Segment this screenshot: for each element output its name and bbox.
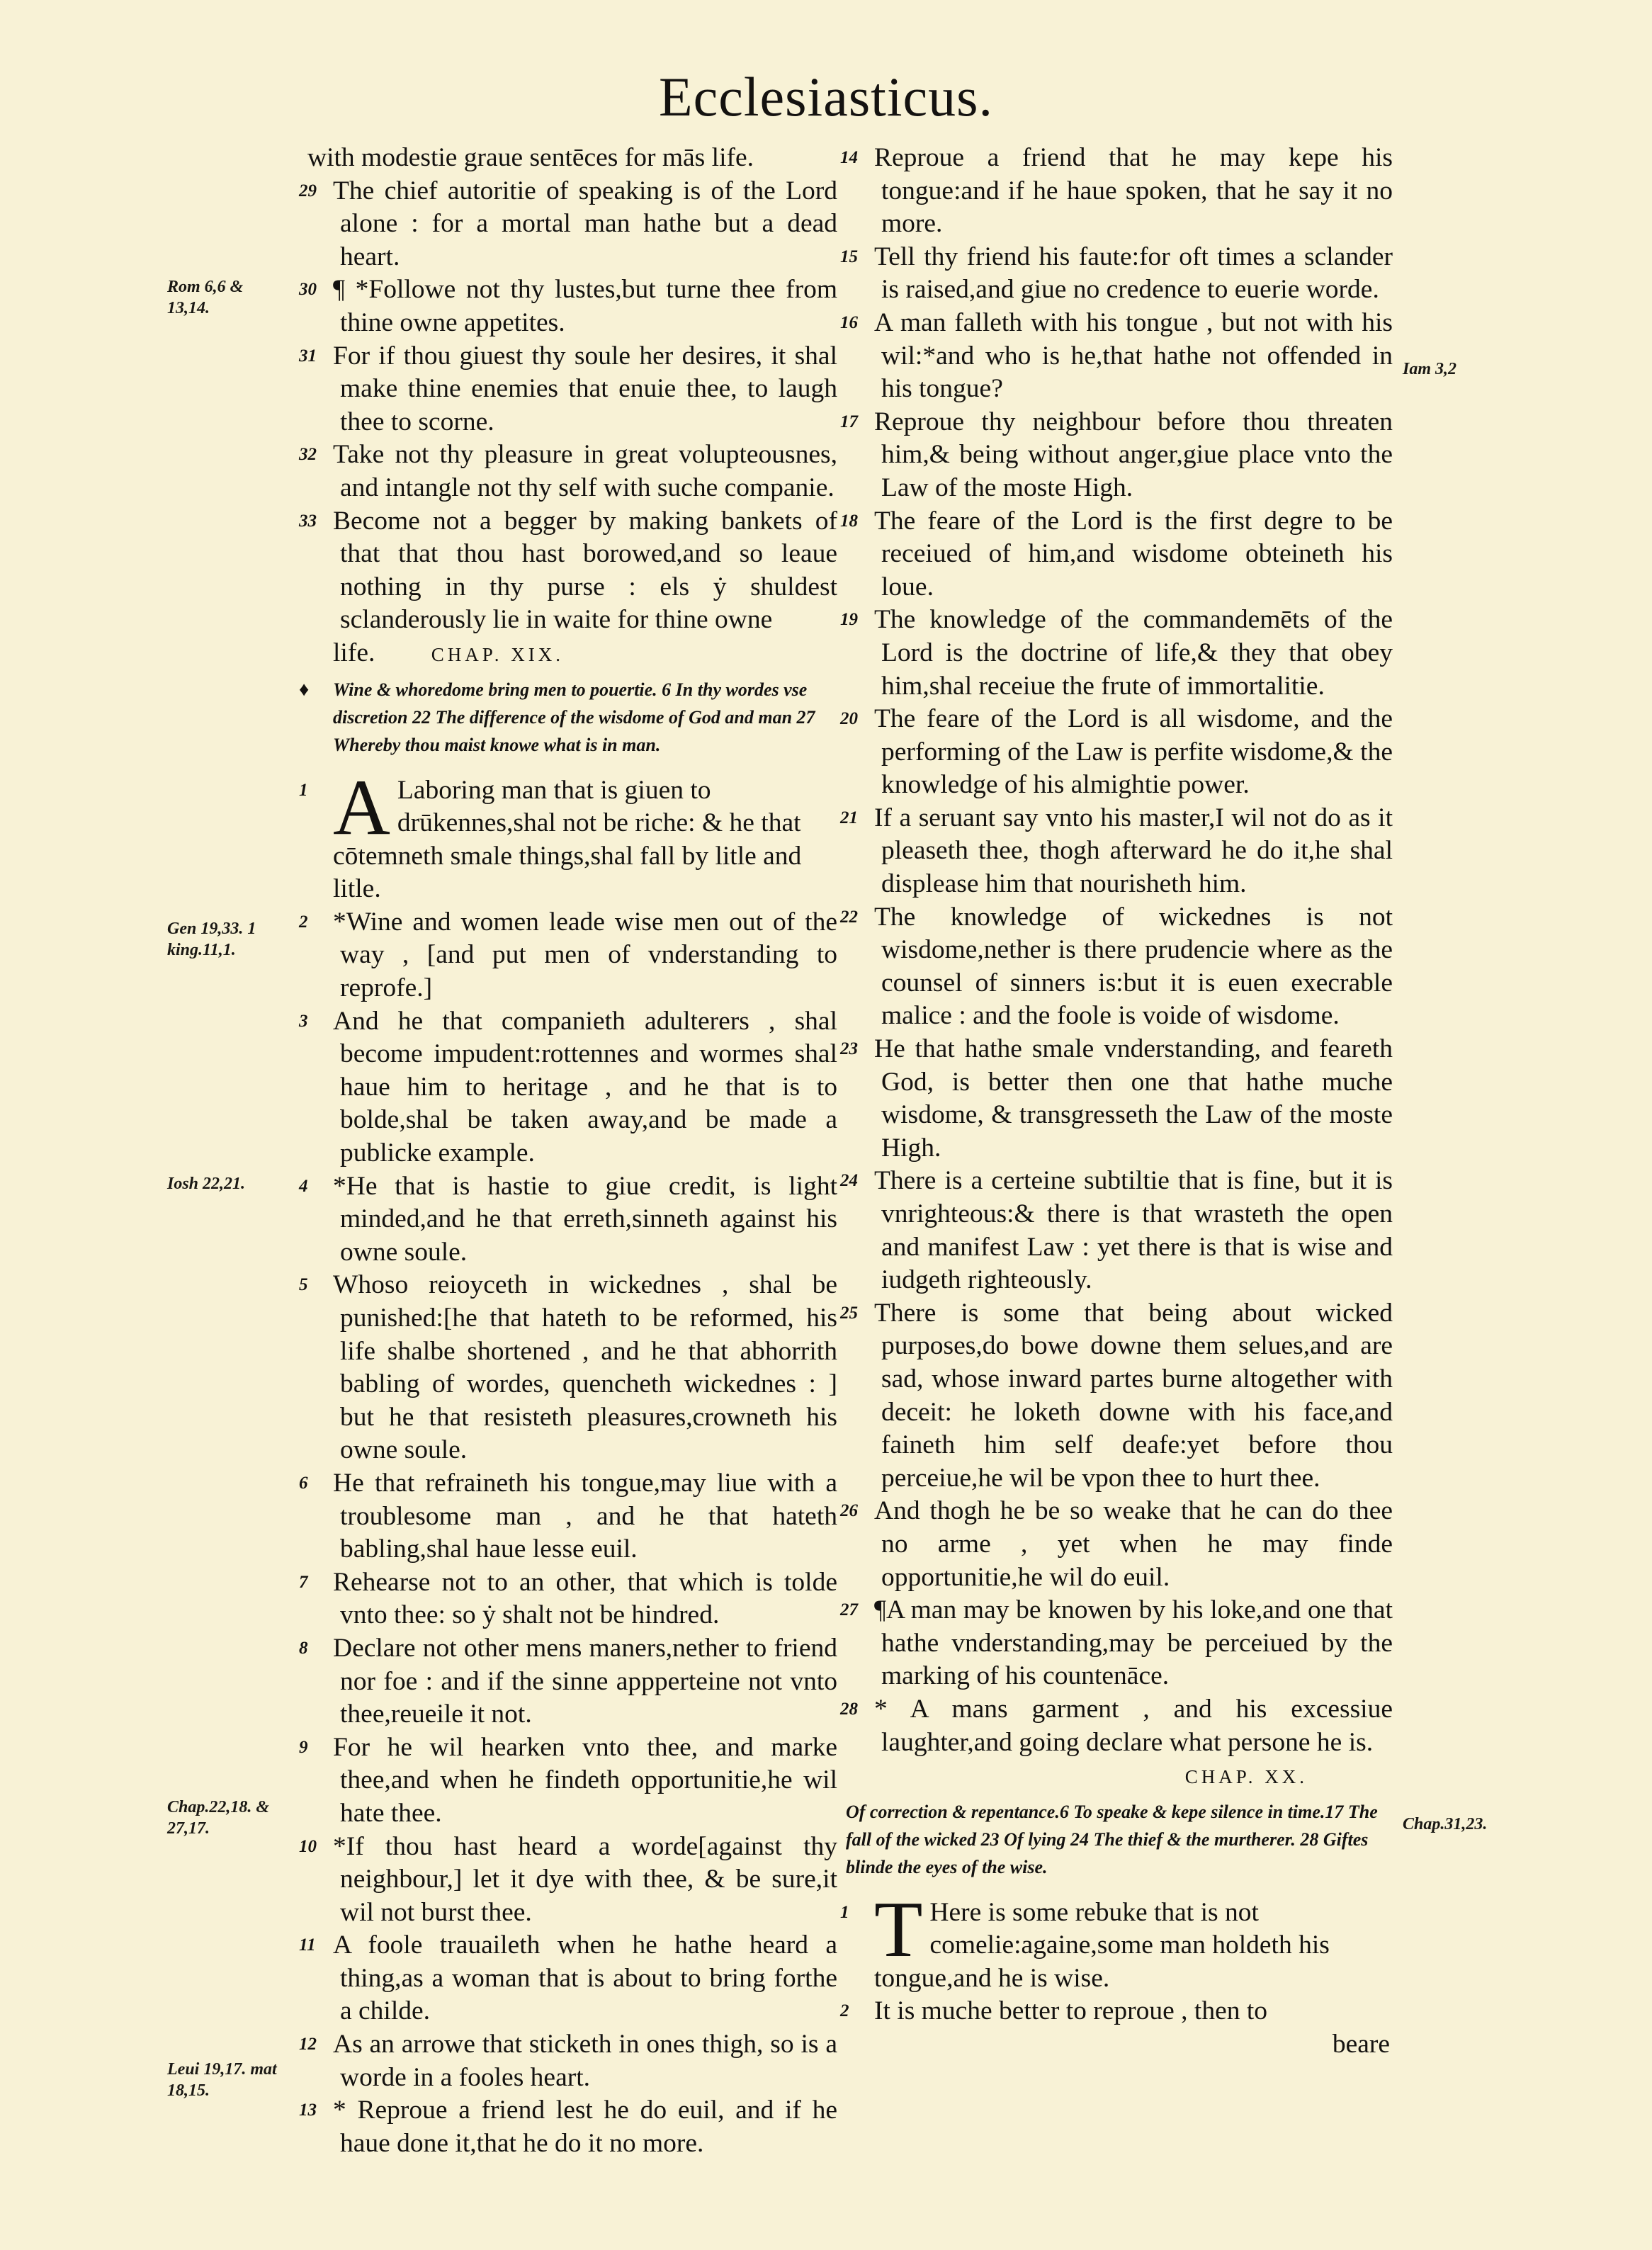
verse	[840, 505, 1393, 604]
first-verse	[299, 763, 837, 906]
verse-number: 33	[299, 511, 317, 531]
margin-note-rom: Rom 6,6 & 13,14.	[167, 278, 244, 317]
summary-mark: ♦	[299, 678, 310, 701]
verse	[299, 175, 837, 274]
verse	[840, 901, 1393, 1033]
verse	[299, 1170, 837, 1270]
chapter-heading	[840, 1759, 1393, 1794]
verse-text: The knowledge of wickednes is not wisdome,nether is there prudencie where as the counsel of sinners is:but it is euen execrable malice : and the foole is voide of wisdome.	[874, 902, 1393, 1031]
verse-number: 23	[840, 1039, 858, 1059]
verse-number: 14	[840, 148, 858, 167]
verse-number: 7	[299, 1572, 308, 1592]
verse	[299, 1831, 837, 1930]
verse-text: Laboring man that is giuen to drūkennes,shal not be riche: & he that cōtemneth smale things,shal fall by litle and litle.	[333, 775, 802, 904]
verse	[840, 703, 1393, 802]
verse-text: Here is some rebuke that is not comelie:againe,some man holdeth his tongue,and he is wise.	[874, 1897, 1330, 1993]
left-column	[299, 142, 837, 2160]
verse	[299, 1731, 837, 1831]
verse	[840, 1495, 1393, 1594]
verse	[840, 1594, 1393, 1693]
verse-number: 13	[299, 2101, 317, 2120]
verse	[840, 1693, 1393, 1759]
verse-text: Whoso reioyceth in wickednes , shal be punished:[he that hateth to be reformed, his life shalbe shortened , and he that abhorrith babling of wordes, quencheth wickednes : ] but he that resisteth pleasures,crowneth his owne soule.	[333, 1270, 837, 1465]
margin-note-iosh: Iosh 22,21.	[167, 1175, 246, 1193]
verse-number: 11	[299, 1935, 316, 1955]
verse	[299, 1929, 837, 2028]
chapter-heading	[299, 637, 837, 672]
chapter-summary	[840, 1798, 1393, 1881]
verse-text: He that hathe smale vnderstanding, and feareth God, is better then one that hathe muche wisdome, & transgresseth the Law of the moste High.	[874, 1034, 1393, 1163]
verse	[840, 802, 1393, 901]
verse-text: * Reproue a friend lest he do euil, and if he haue done it,that he do it no more.	[333, 2096, 837, 2158]
verse-text: A man falleth with his tongue , but not with his wil:*and who is he,that hathe not offended in his tongue?	[874, 307, 1393, 404]
verse	[840, 1033, 1393, 1165]
margin-note-leui: Leui 19,17. mat 18,15.	[167, 2060, 277, 2100]
verse	[840, 1297, 1393, 1496]
verse-number: 19	[840, 610, 858, 630]
verse-text: And thogh he be so weake that he can do thee no arme , yet when he may finde opportunitie,he wil do euil.	[874, 1496, 1393, 1592]
verse-number: 5	[299, 1275, 308, 1295]
verse-text: *Wine and women leade wise men out of the way , [and put men of vnderstanding to reprofe.]	[333, 907, 837, 1003]
verse-number: 18	[840, 511, 858, 531]
summary-text: Wine & whoredome bring men to pouertie. 6 In thy wordes vse discretion 22 The difference of the wisdome of God and man 27 Whereby thou maist knowe what is in man.	[333, 679, 815, 755]
last-word: life.	[333, 638, 375, 667]
verse	[299, 906, 837, 1005]
drop-cap: T	[874, 1885, 923, 1974]
verse-number: 2	[840, 2001, 849, 2021]
verse	[840, 1165, 1393, 1296]
running-head: Ecclesiasticus.	[659, 66, 993, 128]
verse-text: *He that is hastie to giue credit, is light minded,and he that erreth,sinneth against his owne soule.	[333, 1171, 837, 1267]
chapter-summary	[299, 676, 837, 759]
catchword: beare	[1332, 2030, 1390, 2059]
verse-number: 15	[840, 247, 858, 266]
verse-text: For if thou giuest thy soule her desires, it shal make thine enemies that enuie thee, to laugh thee to scorne.	[333, 341, 837, 436]
verse-number: 28	[840, 1699, 858, 1719]
verse-text: The feare of the Lord is the first degre to be receiued of him,and wisdome obteineth his loue.	[874, 506, 1393, 601]
verse-text: As an arrowe that sticketh in ones thigh, so is a worde in a fooles heart.	[333, 2030, 837, 2092]
margin-note-chap: Chap.22,18. & 27,17.	[167, 1798, 270, 1838]
verse-text: He that refraineth his tongue,may liue with a troublesome man , and he that hateth babling,shal haue lesse euil.	[333, 1468, 837, 1564]
margin-note-chap31: Chap.31,23.	[1403, 1815, 1488, 1833]
verse	[840, 604, 1393, 703]
verse	[299, 273, 837, 339]
verse-text: Reproue thy neighbour before thou threaten him,& being without anger,giue place vnto the Law of the moste High.	[874, 407, 1393, 502]
verse-text: ¶A man may be knowen by his loke,and one that hathe vnderstanding,may be perceiued by the marking of his countenāce.	[874, 1595, 1393, 1691]
verse	[299, 2094, 837, 2160]
verse-text: For he wil hearken vnto thee, and marke thee,and when he findeth opportunitie,he wil hate thee.	[333, 1732, 837, 1828]
verse-text: Tell thy friend his faute:for oft times a sclander is raised,and giue no credence to euerie worde.	[874, 242, 1393, 305]
verse-text: Rehearse not to an other, that which is tolde vnto thee: so ẏ shalt not be hindred.	[333, 1567, 837, 1630]
verse	[299, 1467, 837, 1566]
verse-number: 16	[840, 312, 858, 332]
verse-text: ¶ *Followe not thy lustes,but turne thee from thine owne appetites.	[333, 275, 837, 337]
verse-text: with modestie graue sentēces for mās life.	[307, 143, 754, 172]
verse	[299, 1005, 837, 1170]
verse	[840, 307, 1393, 406]
verse-number: 1	[299, 780, 308, 800]
chapter-label: CHAP. XIX.	[431, 643, 565, 665]
verse	[299, 439, 837, 504]
verse	[840, 406, 1393, 505]
verse-number: 4	[299, 1176, 308, 1196]
drop-cap: A	[333, 763, 390, 852]
continuation-line	[299, 142, 837, 175]
verse-number: 25	[840, 1303, 858, 1323]
verse	[299, 1632, 837, 1731]
verse-number: 2	[299, 912, 308, 932]
verse-number: 22	[840, 907, 858, 927]
verse-number: 32	[299, 445, 317, 465]
verse	[299, 1566, 837, 1632]
verse-number: 6	[299, 1473, 308, 1493]
verse	[299, 1269, 837, 1467]
verse-number: 29	[299, 181, 317, 200]
verse-text: It is muche better to reproue , then to	[874, 1996, 1268, 2026]
verse	[299, 505, 837, 637]
verse	[840, 1995, 1393, 2028]
verse-number: 21	[840, 808, 858, 827]
verse-text: Reproue a friend that he may kepe his tongue:and if he haue spoken, that he say it no more.	[874, 143, 1393, 239]
margin-note-gen: Gen 19,33. 1 king.11,1.	[167, 920, 256, 959]
margin-note-iam: Iam 3,2	[1403, 360, 1457, 378]
verse-number: 9	[299, 1737, 308, 1757]
verse-number: 8	[299, 1638, 308, 1658]
verse-number: 24	[840, 1171, 858, 1191]
verse-text: Take not thy pleasure in great volupteousnes, and intangle not thy self with suche companie.	[333, 440, 837, 502]
verse-text: The feare of the Lord is all wisdome, and the performing of the Law is perfite wisdome,& the knowledge of his almightie power.	[874, 704, 1393, 800]
verse-number: 20	[840, 709, 858, 729]
verse-number: 1	[840, 1902, 849, 1922]
verse-text: If a seruant say vnto his master,I wil not do as it pleaseth thee, thogh afterward he do it,he shal displease him that nourisheth him.	[874, 803, 1393, 899]
verse-text: The chief autoritie of speaking is of the Lord alone : for a mortal man hathe but a dead heart.	[333, 176, 837, 271]
verse	[299, 2028, 837, 2094]
verse-number: 31	[299, 346, 317, 366]
verse-text: There is a certeine subtiltie that is fine, but it is vnrighteous:& there is that wrasteth the open and manifest Law : yet there is that is wise and iudgeth righteously.	[874, 1166, 1393, 1295]
verse-number: 17	[840, 412, 858, 431]
verse	[840, 142, 1393, 241]
verse-text: A foole trauaileth when he hathe heard a thing,as a woman that is about to bring forthe a childe.	[333, 1930, 837, 2026]
verse	[840, 241, 1393, 307]
verse	[299, 340, 837, 439]
verse-text: There is some that being about wicked purposes,do bowe downe them selues,and are sad, whose inward partes burne altogether with deceit: he loketh downe with his face,and faineth him self deafe:yet before thou perceiue,he wil be vpon thee to hurt thee.	[874, 1298, 1393, 1493]
verse-number: 10	[299, 1836, 317, 1856]
verse-text: Declare not other mens maners,nether to friend nor foe : and if the sinne appperteine not vnto thee,reueile it not.	[333, 1633, 837, 1729]
verse-text: The knowledge of the commandemēts of the Lord is the doctrine of life,& they that obey him,shal receiue the frute of immortalitie.	[874, 605, 1393, 701]
verse-text: * A mans garment , and his excessiue laughter,and going declare what persone he is.	[874, 1694, 1393, 1757]
verse-text: Become not a begger by making bankets of that that thou hast borowed,and so leaue nothing in thy purse : els ẏ shuldest sclanderously lie in waite for thine owne	[333, 506, 837, 635]
verse-text: And he that companieth adulterers , shal become impudent:rottennes and wormes shal haue him to heritage , and he that is to bolde,shal be taken away,and be made a publicke example.	[333, 1006, 837, 1168]
summary-text: Of correction & repentance.6 To speake & kepe silence in time.17 The fall of the wicked 23 Of lying 24 The thief & the murtherer. 28 Giftes blinde the eyes of the wise.	[846, 1801, 1378, 1877]
first-verse	[840, 1885, 1393, 1996]
verse-number: 3	[299, 1011, 308, 1031]
verse-number: 26	[840, 1501, 858, 1521]
verse-number: 12	[299, 2035, 317, 2054]
right-column	[840, 142, 1393, 2062]
chapter-label: CHAP. XX.	[1184, 1766, 1308, 1788]
verse-text: *If thou hast heard a worde[against thy neighbour,] let it dye with thee, & be sure,it wil not burst thee.	[333, 1831, 837, 1927]
verse-number: 27	[840, 1600, 858, 1620]
verse-number: 30	[299, 280, 317, 300]
